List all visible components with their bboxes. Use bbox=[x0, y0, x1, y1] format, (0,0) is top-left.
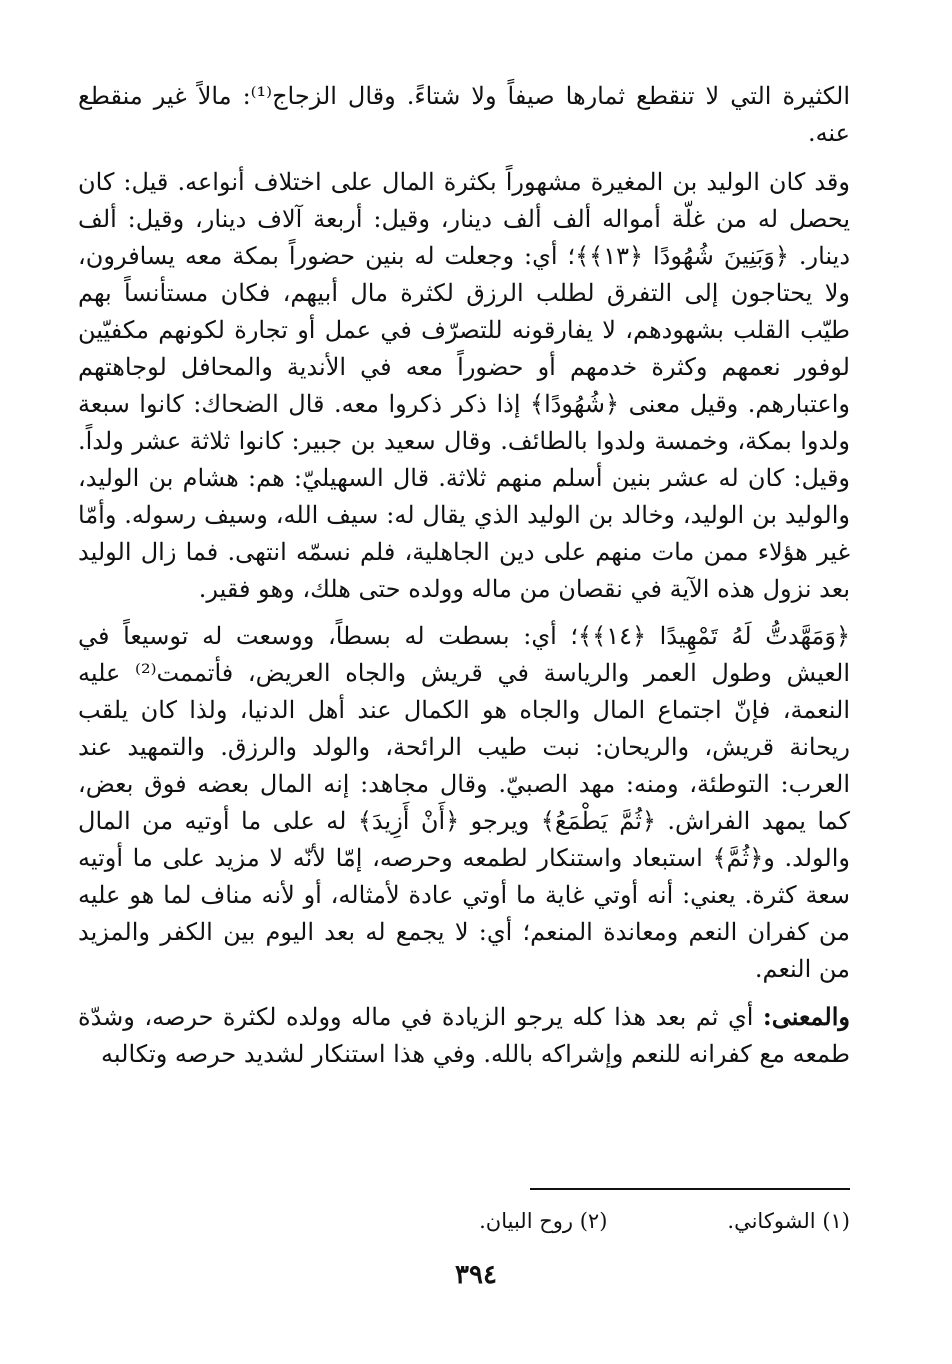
page-number: ٣٩٤ bbox=[455, 1260, 497, 1290]
meaning-lead: والمعنى: bbox=[762, 1002, 851, 1031]
meaning-text: أي ثم بعد هذا كله يرجو الزيادة في ماله وولده لكثرة حرصه، وشدّة طمعه مع كفرانه للنعم وإشراكه بالله. وفي هذا استنكار لشديد حرصه وتكالبه bbox=[78, 1003, 850, 1068]
paragraph-tamhid: ﴿وَمَهَّدتُّ لَهُ تَمْهِيدًا ﴿١٤﴾﴾؛ أي: بسطت له بسطاً، ووسعت له توسيعاً في العيش وطول العمر والرياسة في قريش والجاه العريض، فأتممت⁽²⁾ عليه النعمة، فإنّ اجتماع المال والجاه هو الكمال عند أهل الدنيا، ولذا كان يلقب ريحانة قريش، والريحان: نبت طيب الرائحة، والولد والرزق. والتمهيد عند العرب: التوطئة، ومنه: مهد الصبيّ. وقال مجاهد: إنه المال بعضه فوق بعض، كما يمهد الفراش. ﴿ثُمَّ يَطْمَعُ﴾ ويرجو ﴿أَنْ أَزِيدَ﴾ له على ما أوتيه من المال والولد. و﴿ثُمَّ﴾ استبعاد واستنكار لطمعه وحرصه، إمّا لأنّه لا مزيد على ما أوتيه سعة كثرة. يعني: أنه أوتي غاية ما أوتي عادة لأمثاله، أو لأنه مناف لما هو عليه من كفران النعم ومعاندة المنعم؛ أي: لا يجمع له بعد اليوم بين الكفر والمزيد من النعم. bbox=[78, 622, 851, 983]
footnotes bbox=[170, 1206, 850, 1236]
footnote-divider bbox=[530, 1188, 850, 1190]
paragraph-walid: وقد كان الوليد بن المغيرة مشهوراً بكثرة المال على اختلاف أنواعه. قيل: كان يحصل له من غلّة أمواله ألف ألف دينار، وقيل: أربعة آلاف دينار، وقيل: ألف دينار. ﴿وَبَنِينَ شُهُودًا ﴿١٣﴾﴾؛ أي: وجعلت له بنين حضوراً بمكة معه يسافرون، ولا يحتاجون إلى التفرق لطلب الرزق لكثرة مال أبيهم، فكان مستأنساً بهم طيّب القلب بشهودهم، لا يفارقونه للتصرّف في عمل أو تجارة لكونهم مكفيّين لوفور نعمهم وكثرة خدمهم أو حضوراً معه في الأندية والمحافل لوجاهتهم واعتبارهم. وقيل معنى ﴿شُهُودًا﴾ إذا ذكر ذكروا معه. قال الضحاك: كانوا سبعة ولدوا بمكة، وخمسة ولدوا بالطائف. وقال سعيد بن جبير: كانوا ثلاثة عشر ولداً. وقيل: كان له عشر بنين أسلم منهم ثلاثة. قال السهيليّ: هم: هشام بن الوليد، والوليد بن الوليد، وخالد بن الوليد الذي يقال له: سيف الله، وسيف رسوله. وأمّا غير هؤلاء ممن مات منهم على دين الجاهلية، فلم نسمّه انتهى. فما زال الوليد بعد نزول هذه الآية في نقصان من ماله وولده حتى هلك، وهو فقير. bbox=[78, 168, 851, 603]
page-body bbox=[78, 78, 850, 1073]
footnote-1: (١) الشوكاني. bbox=[727, 1209, 850, 1233]
paragraph-continued: الكثيرة التي لا تنقطع ثمارها صيفاً ولا شتاءً. وقال الزجاج⁽¹⁾: مالاً غير منقطع عنه. bbox=[78, 82, 850, 147]
paragraph-meaning bbox=[78, 998, 850, 1073]
footnote-2: (٢) روح البيان. bbox=[479, 1209, 608, 1233]
